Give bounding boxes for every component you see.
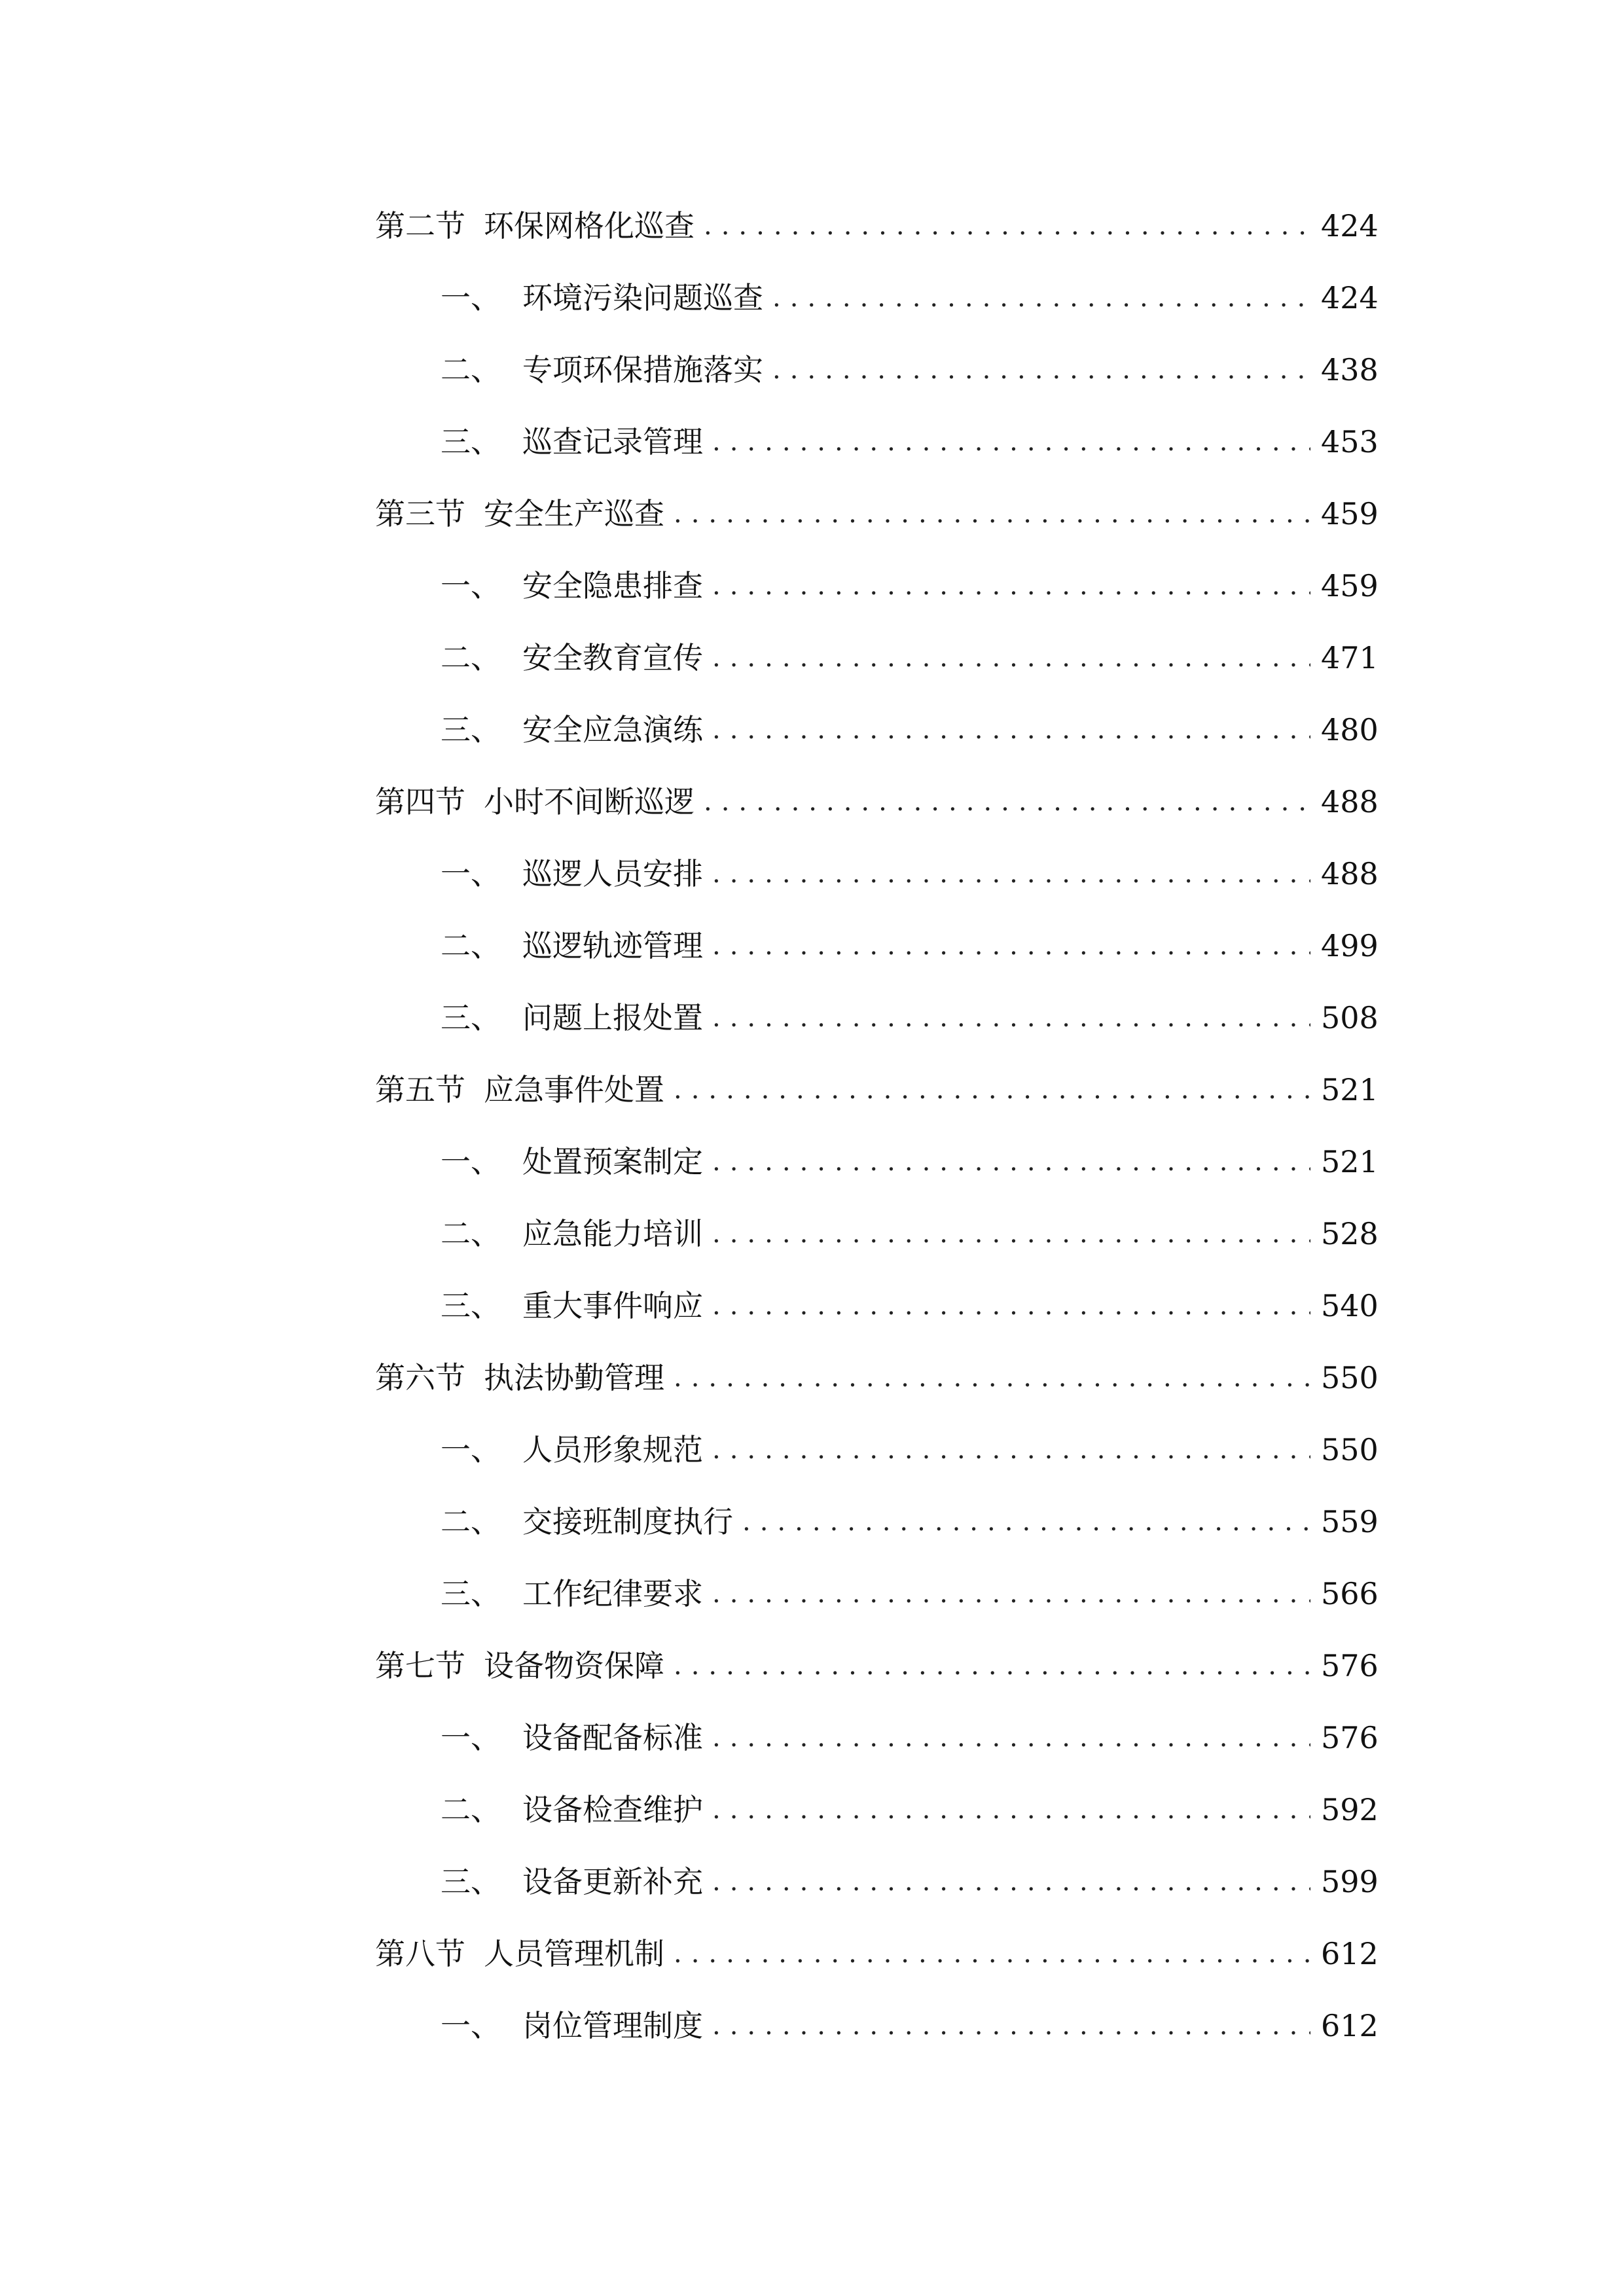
toc-entry-number: 二、 — [441, 1792, 501, 1827]
toc-subsection-entry[interactable] — [375, 1774, 1379, 1846]
toc-subsection-entry[interactable] — [375, 1198, 1379, 1270]
toc-entry-page: 540 — [1321, 1288, 1379, 1323]
toc-entry-number: 一、 — [441, 568, 501, 603]
toc-entry-number: 二、 — [441, 1504, 501, 1539]
toc-entry-title: 工作纪律要求 — [522, 1576, 703, 1611]
toc-entry-title: 安全隐患排查 — [522, 568, 703, 603]
toc-dot-leader — [674, 1941, 1310, 1967]
toc-dot-leader — [712, 933, 1310, 959]
toc-dot-leader — [704, 213, 1310, 239]
toc-dot-leader — [674, 1077, 1310, 1103]
toc-subsection-entry[interactable] — [375, 694, 1379, 766]
toc-entry-page: 459 — [1321, 496, 1379, 531]
toc-dot-leader — [712, 1005, 1310, 1031]
toc-subsection-entry[interactable] — [375, 1486, 1379, 1558]
toc-entry-page: 550 — [1321, 1360, 1379, 1395]
toc-entry-number: 第四节 — [375, 784, 465, 819]
toc-subsection-entry[interactable] — [375, 1414, 1379, 1486]
toc-entry-page: 453 — [1321, 424, 1379, 459]
toc-entry-title: 问题上报处置 — [522, 1000, 703, 1035]
toc-dot-leader — [712, 1293, 1310, 1319]
toc-entry-page: 559 — [1321, 1504, 1379, 1539]
toc-entry-page: 599 — [1321, 1864, 1379, 1899]
toc-dot-leader — [712, 1437, 1310, 1463]
toc-entry-number: 一、 — [441, 280, 501, 315]
toc-entry-title: 执法协勤管理 — [484, 1360, 664, 1395]
toc-entry-number: 一、 — [441, 2008, 501, 2043]
toc-entry-number: 三、 — [441, 1864, 501, 1899]
toc-entry-number: 二、 — [441, 928, 501, 963]
toc-dot-leader — [742, 1509, 1310, 1535]
toc-entry-number: 第六节 — [375, 1360, 465, 1395]
toc-entry-title: 专项环保措施落实 — [522, 352, 763, 387]
toc-subsection-entry[interactable] — [375, 910, 1379, 982]
toc-entry-page: 424 — [1321, 208, 1379, 243]
toc-entry-title: 小时不间断巡逻 — [484, 784, 695, 819]
toc-subsection-entry[interactable] — [375, 838, 1379, 910]
toc-subsection-entry[interactable] — [375, 1558, 1379, 1630]
toc-subsection-entry[interactable] — [375, 982, 1379, 1054]
toc-entry-title: 处置预案制定 — [522, 1144, 703, 1179]
toc-dot-leader — [712, 1725, 1310, 1751]
toc-entry-page: 480 — [1321, 712, 1379, 747]
toc-entry-title: 应急能力培训 — [522, 1216, 703, 1251]
toc-entry-title: 设备配备标准 — [522, 1720, 703, 1755]
toc-dot-leader — [712, 1149, 1310, 1175]
toc-entry-number: 二、 — [441, 640, 501, 675]
toc-entry-number: 三、 — [441, 1288, 501, 1323]
toc-entry-title: 人员管理机制 — [484, 1936, 664, 1971]
toc-entry-title: 设备检查维护 — [522, 1792, 703, 1827]
toc-entry-title: 巡逻轨迹管理 — [522, 928, 703, 963]
toc-section-entry[interactable] — [375, 478, 1379, 550]
toc-subsection-entry[interactable] — [375, 1270, 1379, 1342]
toc-dot-leader — [772, 357, 1310, 383]
toc-section-entry[interactable] — [375, 1630, 1379, 1702]
toc-entry-page: 424 — [1321, 280, 1379, 315]
toc-dot-leader — [712, 573, 1310, 599]
toc-subsection-entry[interactable] — [375, 334, 1379, 406]
toc-entry-number: 三、 — [441, 424, 501, 459]
toc-entry-number: 二、 — [441, 1216, 501, 1251]
toc-entry-page: 488 — [1321, 856, 1379, 891]
toc-entry-number: 二、 — [441, 352, 501, 387]
toc-entry-number: 三、 — [441, 1000, 501, 1035]
toc-dot-leader — [674, 1365, 1310, 1391]
toc-entry-page: 576 — [1321, 1720, 1379, 1755]
toc-entry-title: 巡查记录管理 — [522, 424, 703, 459]
table-of-contents — [375, 190, 1379, 2062]
toc-entry-title: 环境污染问题巡查 — [522, 280, 763, 315]
toc-entry-number: 第八节 — [375, 1936, 465, 1971]
toc-entry-number: 一、 — [441, 1432, 501, 1467]
toc-entry-page: 521 — [1321, 1072, 1379, 1107]
toc-entry-title: 环保网格化巡查 — [484, 208, 695, 243]
toc-dot-leader — [674, 1653, 1310, 1679]
toc-entry-page: 576 — [1321, 1648, 1379, 1683]
toc-subsection-entry[interactable] — [375, 406, 1379, 478]
toc-subsection-entry[interactable] — [375, 1846, 1379, 1918]
toc-entry-title: 安全教育宣传 — [522, 640, 703, 675]
toc-entry-page: 508 — [1321, 1000, 1379, 1035]
toc-dot-leader — [712, 861, 1310, 887]
toc-dot-leader — [712, 645, 1310, 671]
toc-dot-leader — [712, 1221, 1310, 1247]
toc-entry-page: 438 — [1321, 352, 1379, 387]
toc-entry-number: 三、 — [441, 1576, 501, 1611]
toc-dot-leader — [712, 429, 1310, 455]
toc-section-entry[interactable] — [375, 190, 1379, 262]
toc-entry-page: 488 — [1321, 784, 1379, 819]
toc-entry-page: 550 — [1321, 1432, 1379, 1467]
toc-entry-title: 岗位管理制度 — [522, 2008, 703, 2043]
toc-entry-number: 一、 — [441, 1144, 501, 1179]
toc-subsection-entry[interactable] — [375, 1990, 1379, 2062]
toc-entry-title: 巡逻人员安排 — [522, 856, 703, 891]
toc-dot-leader — [712, 717, 1310, 743]
toc-entry-number: 一、 — [441, 856, 501, 891]
toc-entry-title: 设备物资保障 — [484, 1648, 664, 1683]
toc-entry-number: 第二节 — [375, 208, 465, 243]
toc-entry-number: 第三节 — [375, 496, 465, 531]
toc-section-entry[interactable] — [375, 1054, 1379, 1126]
toc-entry-title: 安全应急演练 — [522, 712, 703, 747]
toc-dot-leader — [704, 789, 1310, 815]
toc-entry-page: 528 — [1321, 1216, 1379, 1251]
toc-entry-page: 612 — [1321, 1936, 1379, 1971]
toc-entry-number: 一、 — [441, 1720, 501, 1755]
toc-entry-page: 521 — [1321, 1144, 1379, 1179]
toc-entry-number: 三、 — [441, 712, 501, 747]
toc-section-entry[interactable] — [375, 1918, 1379, 1990]
toc-dot-leader — [712, 1581, 1310, 1607]
toc-entry-title: 应急事件处置 — [484, 1072, 664, 1107]
toc-section-entry[interactable] — [375, 766, 1379, 838]
toc-entry-title: 安全生产巡查 — [484, 496, 664, 531]
toc-entry-page: 566 — [1321, 1576, 1379, 1611]
toc-entry-title: 设备更新补充 — [522, 1864, 703, 1899]
toc-dot-leader — [712, 1797, 1310, 1823]
toc-entry-page: 612 — [1321, 2008, 1379, 2043]
toc-subsection-entry[interactable] — [375, 622, 1379, 694]
toc-subsection-entry[interactable] — [375, 1126, 1379, 1198]
toc-entry-page: 459 — [1321, 568, 1379, 603]
toc-dot-leader — [772, 285, 1310, 311]
toc-entry-number: 第五节 — [375, 1072, 465, 1107]
toc-entry-number: 第七节 — [375, 1648, 465, 1683]
toc-entry-title: 交接班制度执行 — [522, 1504, 733, 1539]
toc-entry-page: 592 — [1321, 1792, 1379, 1827]
toc-subsection-entry[interactable] — [375, 262, 1379, 334]
toc-entry-page: 499 — [1321, 928, 1379, 963]
toc-subsection-entry[interactable] — [375, 550, 1379, 622]
toc-section-entry[interactable] — [375, 1342, 1379, 1414]
toc-entry-title: 人员形象规范 — [522, 1432, 703, 1467]
toc-entry-page: 471 — [1321, 640, 1379, 675]
toc-dot-leader — [712, 2013, 1310, 2039]
toc-entry-title: 重大事件响应 — [522, 1288, 703, 1323]
toc-dot-leader — [674, 501, 1310, 527]
toc-dot-leader — [712, 1869, 1310, 1895]
toc-subsection-entry[interactable] — [375, 1702, 1379, 1774]
